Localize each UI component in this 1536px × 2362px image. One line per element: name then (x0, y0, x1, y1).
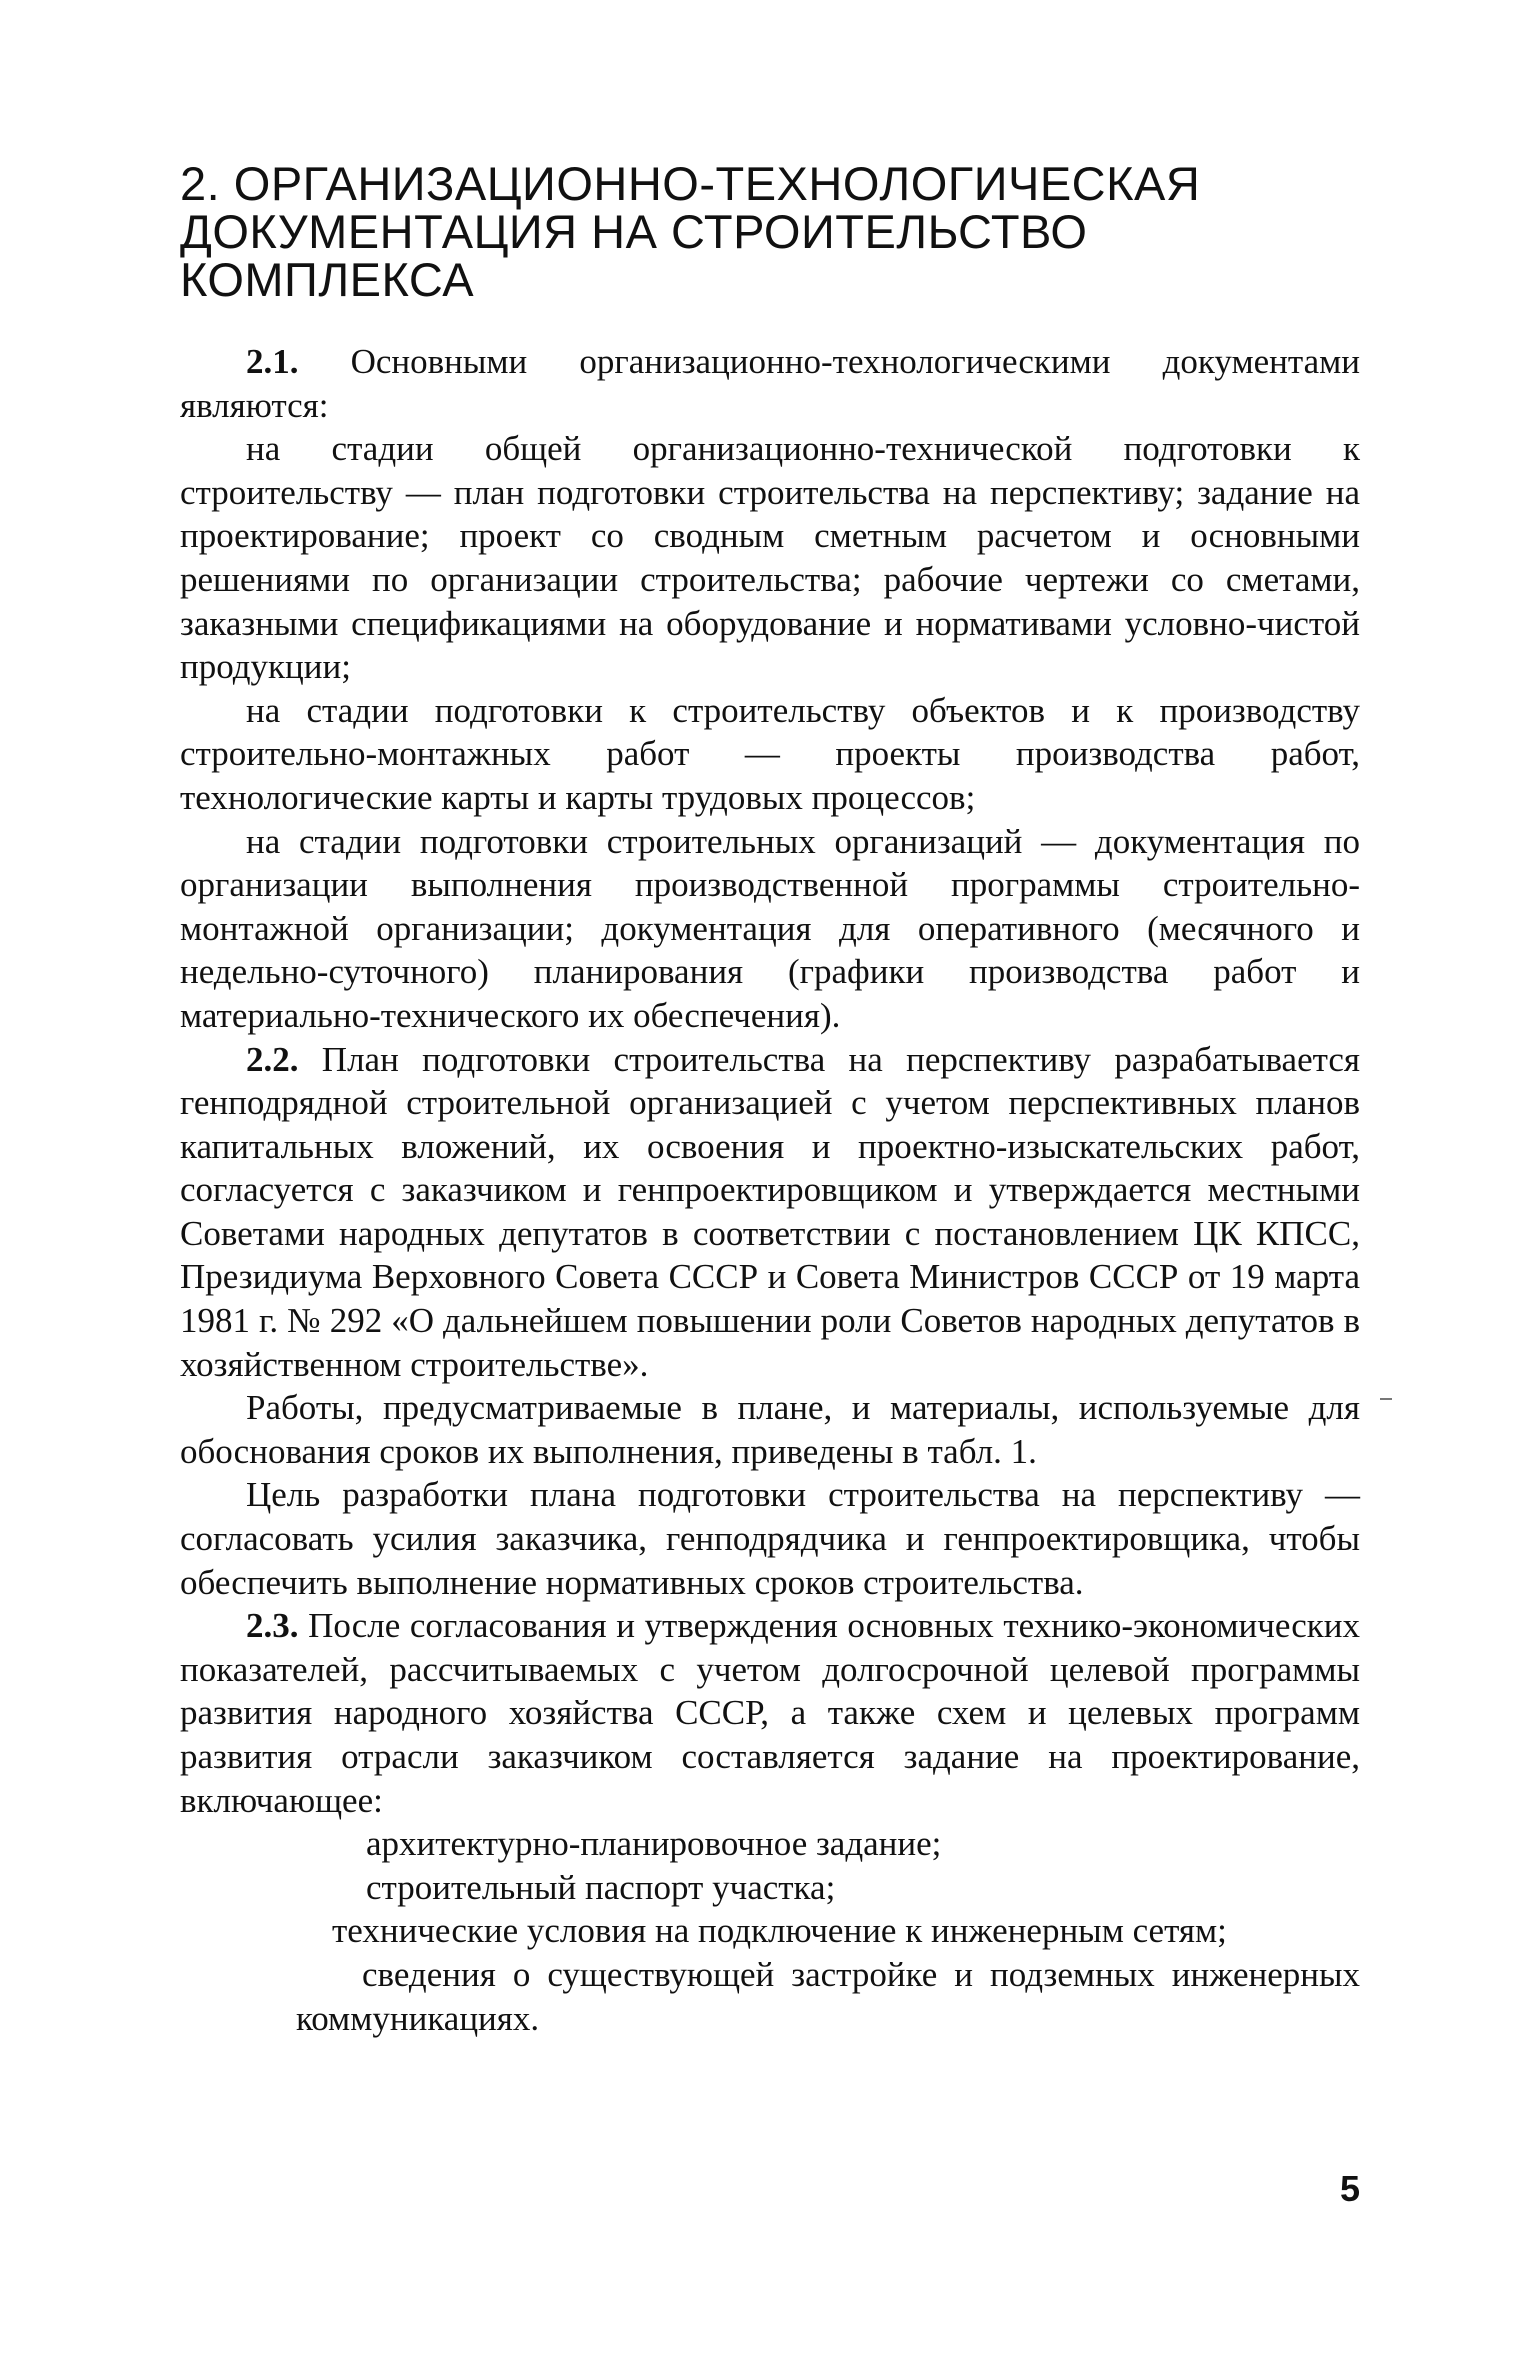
list-item: строительный паспорт участка; (366, 1867, 836, 1907)
page-number: 5 (1340, 2168, 1361, 2209)
section-number-2-1: 2.1. (246, 342, 299, 381)
list-item: сведения о существующей застройке и подземных инженерных коммуникациях. (296, 1954, 1360, 2038)
paragraph-2-2-c: Цель разработки плана подготовки строительства на перспективу — согласовать усилия заказчика, генподрядчика и генпроектировщика, чтобы обеспечить выполнение нормативных сроков строительства. (180, 1475, 1360, 1602)
list-item: архитектурно-планировочное задание; (366, 1824, 942, 1864)
list-item: технические условия на подключение к инженерным сетям; (332, 1911, 1227, 1951)
heading-line-1: 2. ОРГАНИЗАЦИОННО-ТЕХНОЛОГИЧЕСКАЯ (180, 157, 1201, 210)
section-number-2-2: 2.2. (246, 1039, 299, 1079)
paragraph-2-3 (180, 1604, 1360, 1822)
margin-mark (1380, 1398, 1392, 1400)
section-number-2-3: 2.3. (246, 1606, 299, 1646)
paragraph-2-1-c: на стадии подготовки строительных организаций — документация по организации выполнения производственной программы строительно-монтажной организации; документация для оперативного (месячного и недельно-суточного) планирования (графики производства работ и материально-технического их обеспечения). (180, 821, 1360, 1035)
section-heading (180, 157, 1360, 306)
paragraph-2-3-text: После согласования и утверждения основных технико-экономических показателей, рассчитываемых с учетом долгосрочной целевой программы развития народного хозяйства СССР, а также схем и целевых программ развития отрасли заказчиком составляется задание на проектирование, включающее: (180, 1606, 1360, 1820)
paragraph-2-2-b: Работы, предусматриваемые в плане, и материалы, используемые для обоснования сроков их выполнения, приведены в табл. 1. (180, 1388, 1360, 1471)
heading-line-2: ДОКУМЕНТАЦИЯ НА СТРОИТЕЛЬСТВО (180, 205, 1088, 258)
paragraph-2-1-text: Основными организационно-технологическими документами являются: (180, 342, 1360, 425)
paragraph-2-2-text: План подготовки строительства на перспективу разрабатывается генподрядной строительной организацией с учетом перспективных планов капитальных вложений, их освоения и проектно-изыскательских работ, согласуется с заказчиком и генпроектировщиком и утверждается местными Советами народных депутатов в соответствии с постановлением ЦК КПСС, Президиума Верховного Совета СССР и Совета Министров СССР от 19 марта 1981 г. № 292 «О дальнейшем повышении роли Советов народных депутатов в хозяйственном строительстве». (180, 1039, 1360, 1384)
heading-line-3: КОМПЛЕКСА (180, 253, 475, 306)
document-page (180, 157, 1360, 2040)
paragraph-2-1 (180, 340, 1360, 427)
paragraph-2-2 (180, 1038, 1360, 1387)
body-text (180, 340, 1360, 2040)
paragraph-2-1-b: на стадии подготовки к строительству объектов и к производству строительно-монтажных работ — проекты производства работ, технологические карты и карты трудовых процессов; (180, 690, 1360, 817)
paragraph-2-1-a: на стадии общей организационно-технической подготовки к строительству — план подготовки строительства на перспективу; задание на проектирование; проект со сводным сметным расчетом и основными решениями по организации строительства; рабочие чертежи со сметами, заказными спецификациями на оборудование и нормативами условно-чистой продукции; (180, 429, 1360, 687)
